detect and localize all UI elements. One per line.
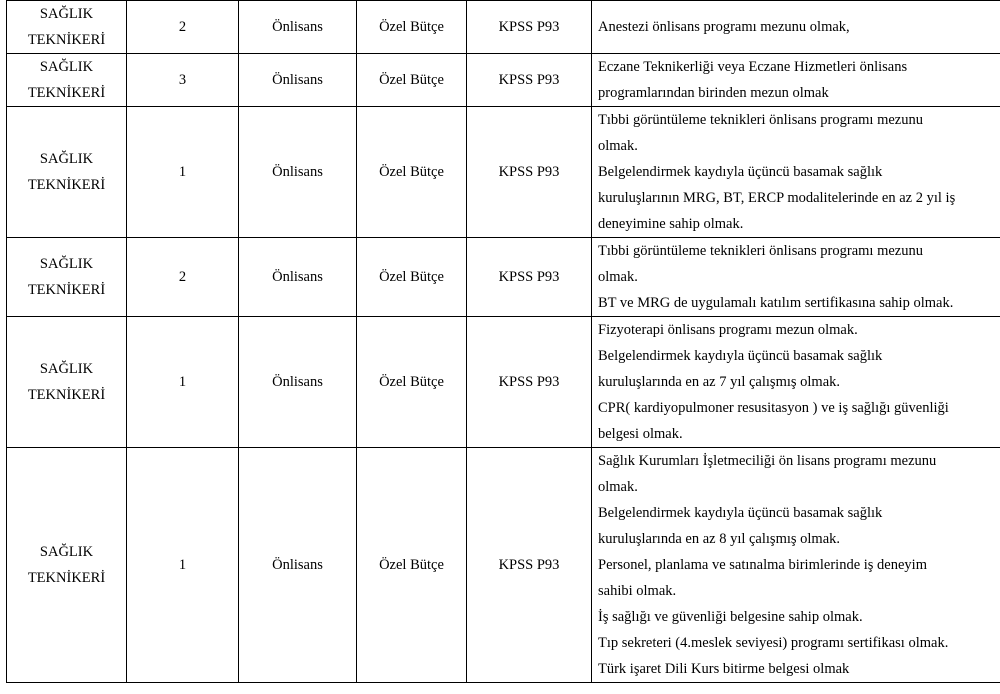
requirement-line: Anestezi önlisans programı mezunu olmak, [598, 19, 850, 35]
table-row [7, 54, 1000, 107]
table-row [7, 107, 1000, 238]
requirement-line: belgesi olmak. [598, 426, 683, 442]
table-row [7, 1, 1000, 54]
requirements-cell [592, 1, 1000, 54]
count-cell: 1 [127, 317, 239, 448]
requirement-line: programlarından birinden mezun olmak [598, 85, 829, 101]
position-title-line: TEKNİKERİ [27, 570, 106, 586]
requirement-line: Belgelendirmek kaydıyla üçüncü basamak sağlık [598, 164, 883, 180]
requirement-line: İş sağlığı ve güvenliği belgesine sahip olmak. [598, 609, 863, 625]
education-cell: Önlisans [239, 54, 357, 107]
position-title-line: TEKNİKERİ [27, 282, 106, 298]
requirements-cell [592, 317, 1000, 448]
budget-cell: Özel Bütçe [357, 238, 467, 317]
positions-table [6, 0, 1000, 683]
position-cell [7, 1, 127, 54]
requirement-line: Türk işaret Dili Kurs bitirme belgesi olmak [598, 661, 850, 677]
position-title-line: SAĞLIK [39, 6, 94, 22]
score-cell: KPSS P93 [467, 1, 592, 54]
education-cell: Önlisans [239, 238, 357, 317]
table-body [7, 1, 1000, 683]
score-cell: KPSS P93 [467, 317, 592, 448]
budget-cell: Özel Bütçe [357, 317, 467, 448]
position-title-line: SAĞLIK [39, 361, 94, 377]
score-cell: KPSS P93 [467, 238, 592, 317]
score-cell: KPSS P93 [467, 107, 592, 238]
requirement-line: deneyimine sahip olmak. [598, 216, 744, 232]
requirement-line: Belgelendirmek kaydıyla üçüncü basamak sağlık [598, 348, 883, 364]
count-cell: 2 [127, 1, 239, 54]
position-title-line: SAĞLIK [39, 59, 94, 75]
budget-cell: Özel Bütçe [357, 1, 467, 54]
count-cell: 1 [127, 448, 239, 683]
education-cell: Önlisans [239, 107, 357, 238]
table-row [7, 317, 1000, 448]
position-cell [7, 107, 127, 238]
requirement-line: kuruluşlarının MRG, BT, ERCP modalitelerinde en az 2 yıl iş [598, 190, 956, 206]
requirement-line: olmak. [598, 479, 638, 495]
position-cell [7, 54, 127, 107]
position-cell [7, 448, 127, 683]
education-cell: Önlisans [239, 317, 357, 448]
requirement-line: kuruluşlarında en az 7 yıl çalışmış olmak. [598, 374, 841, 390]
requirement-line: Fizyoterapi önlisans programı mezun olmak. [598, 322, 858, 338]
budget-cell: Özel Bütçe [357, 107, 467, 238]
position-cell [7, 238, 127, 317]
requirements-cell [592, 107, 1000, 238]
requirement-line: olmak. [598, 269, 638, 285]
requirement-line: Belgelendirmek kaydıyla üçüncü basamak sağlık [598, 505, 883, 521]
position-title-line: TEKNİKERİ [27, 387, 106, 403]
requirements-cell [592, 238, 1000, 317]
requirement-line: Tıbbi görüntüleme teknikleri önlisans programı mezunu [598, 243, 923, 259]
education-cell: Önlisans [239, 448, 357, 683]
budget-cell: Özel Bütçe [357, 54, 467, 107]
requirement-line: olmak. [598, 138, 638, 154]
count-cell: 2 [127, 238, 239, 317]
requirement-line: sahibi olmak. [598, 583, 677, 599]
table-row [7, 238, 1000, 317]
count-cell: 1 [127, 107, 239, 238]
requirement-line: kuruluşlarında en az 8 yıl çalışmış olmak. [598, 531, 841, 547]
education-cell: Önlisans [239, 1, 357, 54]
position-title-line: TEKNİKERİ [27, 85, 106, 101]
requirements-cell [592, 54, 1000, 107]
position-cell [7, 317, 127, 448]
requirement-line: Tıbbi görüntüleme teknikleri önlisans programı mezunu [598, 112, 923, 128]
requirement-line: CPR( kardiyopulmoner resusitasyon ) ve iş sağlığı güvenliği [598, 400, 949, 416]
requirements-cell [592, 448, 1000, 683]
position-title-line: TEKNİKERİ [27, 32, 106, 48]
position-title-line: SAĞLIK [39, 256, 94, 272]
budget-cell: Özel Bütçe [357, 448, 467, 683]
score-cell: KPSS P93 [467, 54, 592, 107]
requirement-line: Tıp sekreteri (4.meslek seviyesi) programı sertifikası olmak. [598, 635, 949, 651]
requirement-line: Sağlık Kurumları İşletmeciliği ön lisans programı mezunu [598, 453, 937, 469]
position-title-line: SAĞLIK [39, 544, 94, 560]
score-cell: KPSS P93 [467, 448, 592, 683]
position-title-line: SAĞLIK [39, 151, 94, 167]
table-row [7, 448, 1000, 683]
requirement-line: Eczane Teknikerliği veya Eczane Hizmetleri önlisans [598, 59, 908, 75]
requirement-line: BT ve MRG de uygulamalı katılım sertifikasına sahip olmak. [598, 295, 954, 311]
count-cell: 3 [127, 54, 239, 107]
position-title-line: TEKNİKERİ [27, 177, 106, 193]
requirement-line: Personel, planlama ve satınalma birimlerinde iş deneyim [598, 557, 927, 573]
